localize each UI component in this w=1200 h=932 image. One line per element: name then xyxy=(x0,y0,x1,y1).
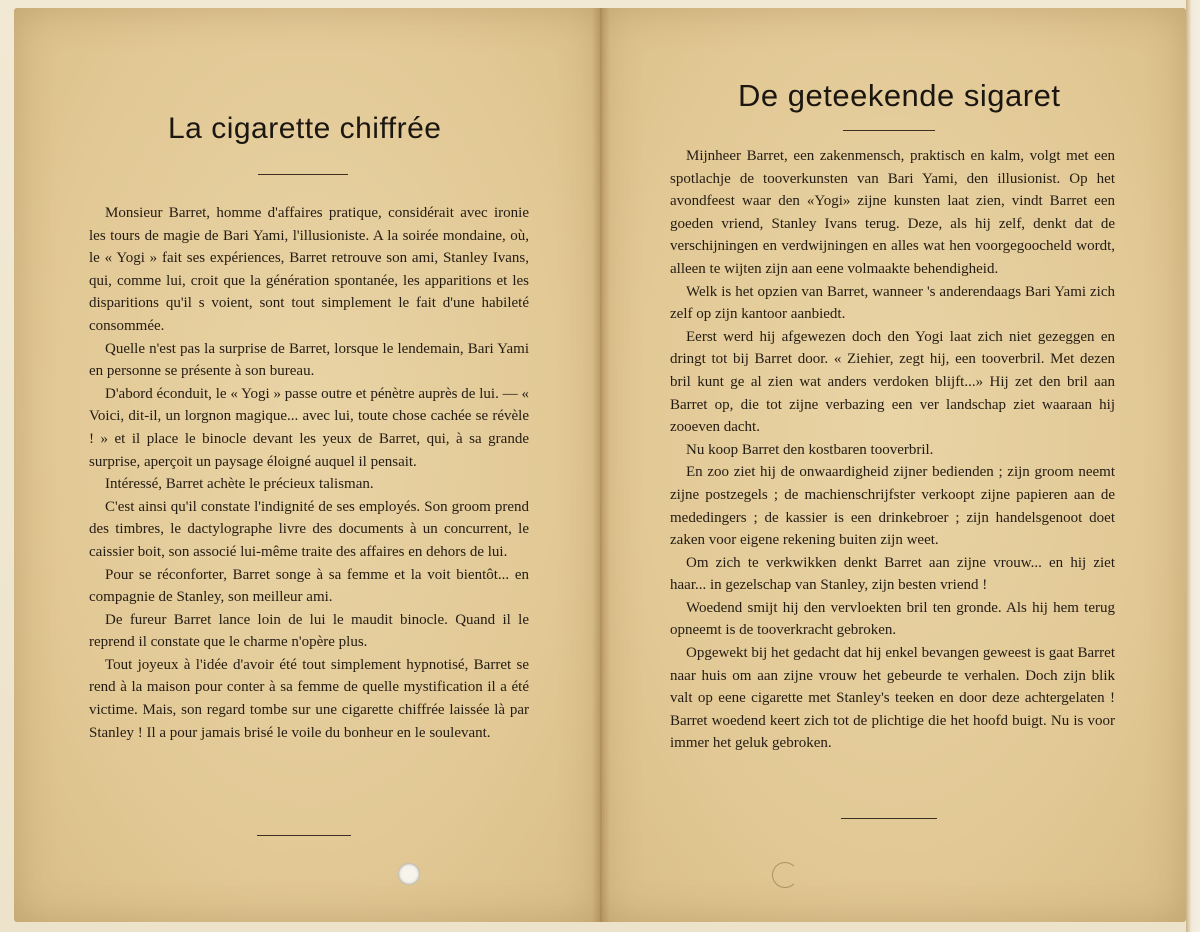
paragraph: C'est ainsi qu'il constate l'indignité de ses employés. Son groom prend des timbres, le dactylographe livre des documents à un concurrent, le caissier boit, son associé lui-même traite des affaires en dehors de lui. xyxy=(89,498,529,560)
title-rule-left xyxy=(258,174,348,175)
paragraph: D'abord éconduit, le « Yogi » passe outre et pénètre auprès de lui. — « Voici, dit-il, un lorgnon magique... avec lui, toute chose cachée se révèle ! » et il place le binocle devant les yeux de Barret, qui, à sa grande surprise, aperçoit un paysage éloigné auquel il pensait. xyxy=(89,385,529,470)
paragraph: Tout joyeux à l'idée d'avoir été tout simplement hypnotisé, Barret se rend à la maison pour conter à sa femme de quelle mystification il a été victime. Mais, son regard tombe sur une cigarette chiffrée laissée là par Stanley ! Il a pour jamais brisé le voile du bonheur en le soulevant. xyxy=(89,656,529,741)
paragraph: Intéressé, Barret achète le précieux talisman. xyxy=(105,476,374,493)
paragraph: Mijnheer Barret, een zakenmensch, praktisch en kalm, volgt met een spotlachje de tooverkunsten van Bari Yami, den illusionist. Op het avondfeest waar den «Yogi» zijne kunsten laat zien, vindt Barret een goeden vriend, Stanley Ivans terug. Deze, als hij zelf, denkt dat de verschijningen en verdwijningen en alles wat hen voorgegoocheld wordt, alleen te wijten zijn aan eene volmaakte behendigheid. xyxy=(670,148,1115,277)
end-rule-left xyxy=(257,835,351,836)
left-page-title: La cigarette chiffrée xyxy=(168,112,442,145)
right-page-title: De geteekende sigaret xyxy=(738,78,1061,113)
paragraph: Woedend smijt hij den vervloekten bril ten gronde. Als hij hem terug opneemt is de tooverkracht gebroken. xyxy=(670,599,1115,639)
right-page-body xyxy=(670,145,1115,755)
paragraph: Welk is het opzien van Barret, wanneer 's anderendaags Bari Yami zich zelf op zijn kantoor aanbiedt. xyxy=(670,283,1115,323)
page-edge xyxy=(1186,0,1200,932)
paragraph: Quelle n'est pas la surprise de Barret, lorsque le lendemain, Bari Yami en personne se présente à son bureau. xyxy=(89,340,529,380)
paragraph: En zoo ziet hij de onwaardigheid zijner bedienden ; zijn groom neemt zijne postzegels ; de machienschrijfster verkoopt zijne papieren aan de mededingers ; de kassier is een drinkebroer ; zijn handelsgenoot doet zaken voor eigene rekening buiten zijn weet. xyxy=(670,464,1115,549)
left-page-body xyxy=(89,202,529,744)
paragraph: Opgewekt bij het gedacht dat hij enkel bevangen geweest is gaat Barret naar huis om aan zijne vrouw het gebeurde te verhalen. Doch zijn blik valt op eene cigarette met Stanley's teeken en door deze achtergelaten ! Barret woedend keert zich tot de plichtige die het hoofd buigt. Nu is voor immer het geluk gebroken. xyxy=(670,645,1115,752)
punch-hole-mark xyxy=(772,862,798,888)
paragraph: De fureur Barret lance loin de lui le maudit binocle. Quand il le reprend il constate que le charme n'opère plus. xyxy=(89,611,529,651)
paragraph: Eerst werd hij afgewezen doch den Yogi laat zich niet gezeggen en dringt tot bij Barret door. « Ziehier, zegt hij, een tooverbril. Met dezen bril kunt ge al zien wat anders verdoken blijft...» Hij zet den bril aan Barret op, die tot zijne verbazing een ver landschap ziet waaraan hij zooeven dacht. xyxy=(670,328,1115,436)
paragraph: Om zich te verkwikken denkt Barret aan zijne vrouw... en hij ziet haar... in gezelschap van Stanley, zijn besten vriend ! xyxy=(670,554,1115,594)
paragraph: Nu koop Barret den kostbaren tooverbril. xyxy=(686,441,934,458)
paragraph: Monsieur Barret, homme d'affaires pratique, considérait avec ironie les tours de magie de Bari Yami, l'illusioniste. A la soirée mondaine, où, le « Yogi » fait ses expériences, Barret retrouve son ami, Stanley Ivans, qui, comme lui, croit que la génération spontanée, les apparitions et les disparitions qu'il s voient, sont tout simplement le fait d'une habileté consommée. xyxy=(89,205,529,334)
title-rule-right xyxy=(843,130,935,131)
book-gutter xyxy=(592,8,610,922)
paragraph: Pour se réconforter, Barret songe à sa femme et la voit bientôt... en compagnie de Stanley, son meilleur ami. xyxy=(89,566,529,606)
end-rule-right xyxy=(841,818,937,819)
punch-hole xyxy=(398,863,420,885)
